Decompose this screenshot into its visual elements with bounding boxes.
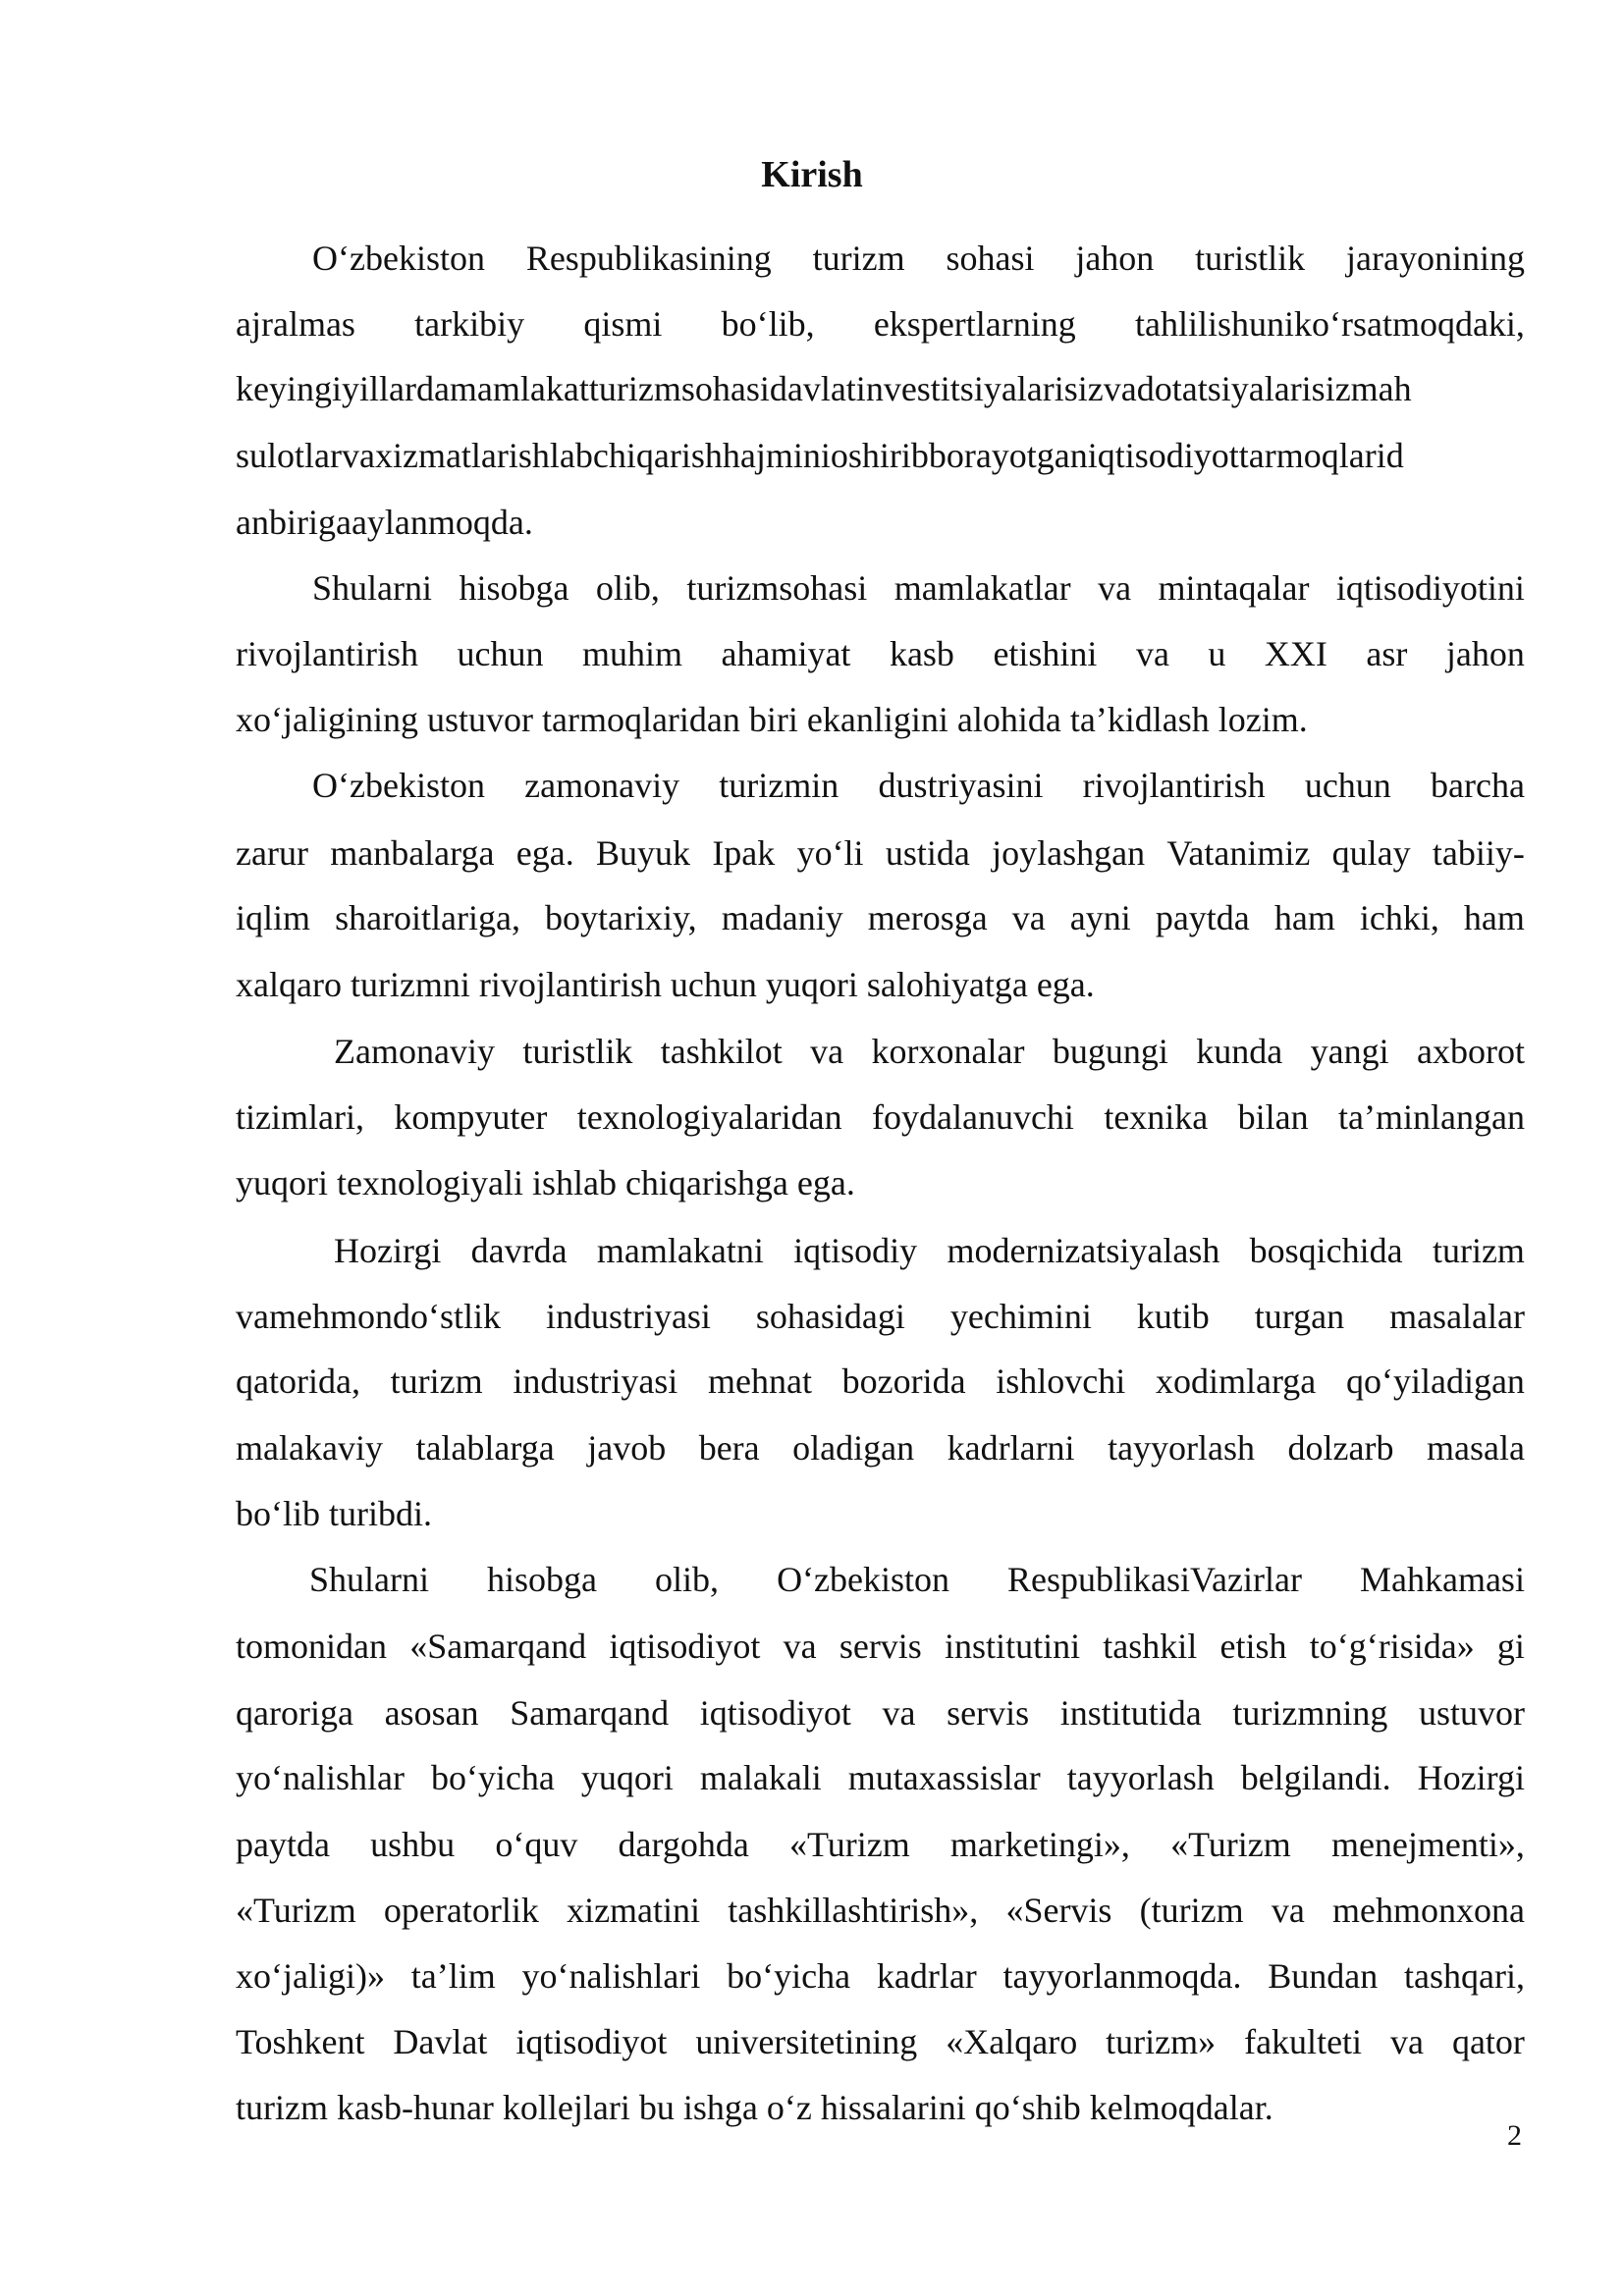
text-line: yo‘nalishlar bo‘yicha yuqori malakali mutaxassislar tayyorlash belgilandi. Hozirgi	[236, 1758, 1525, 1797]
text-line: Zamonaviy turistlik tashkilot va korxonalar bugungi kunda yangi axborot	[334, 1032, 1525, 1071]
text-line: tizimlari, kompyuter texnologiyalaridan foydalanuvchi texnika bilan ta’minlangan	[236, 1097, 1525, 1137]
text-line: rivojlantirish uchun muhim ahamiyat kasb etishini va u XXI asr jahon	[236, 634, 1525, 673]
page-title: Kirish	[761, 154, 863, 195]
text-line: «Turizm operatorlik xizmatini tashkillashtirish», «Servis (turizm va mehmonxona	[236, 1891, 1525, 1930]
text-line: malakaviy talablarga javob bera oladigan kadrlarni tayyorlash dolzarb masala	[236, 1428, 1525, 1468]
text-line: qaroriga asosan Samarqand iqtisodiyot va servis institutida turizmning ustuvor	[236, 1693, 1525, 1733]
text-line: Toshkent Davlat iqtisodiyot universitetining «Xalqaro turizm» fakulteti va qator	[236, 2022, 1525, 2061]
text-line: sulotlarvaxizmatlarishlabchiqarishhajminioshiribborayotganiqtisodiyottarmoqlarid	[236, 436, 1404, 475]
text-line: yuqori texnologiyali ishlab chiqarishga ega.	[236, 1163, 855, 1202]
text-line: O‘zbekiston zamonaviy turizmin dustriyasini rivojlantirish uchun barcha	[312, 766, 1525, 805]
text-line: Shularni hisobga olib, turizmsohasi mamlakatlar va mintaqalar iqtisodiyotini	[312, 568, 1525, 608]
text-line: iqlim sharoitlariga, boytarixiy, madaniy merosga va ayni paytda ham ichki, ham	[236, 898, 1525, 937]
text-line: xo‘jaligi)» ta’lim yo‘nalishlari bo‘yicha kadrlar tayyorlanmoqda. Bundan tashqari,	[236, 1956, 1525, 1996]
text-line: bo‘lib turibdi.	[236, 1494, 432, 1533]
text-line: vamehmondo‘stlik industriyasi sohasidagi yechimini kutib turgan masalalar	[236, 1297, 1525, 1336]
page-number: 2	[1507, 2119, 1522, 2152]
text-line: anbirigaaylanmoqda.	[236, 503, 533, 542]
text-line: Shularni hisobga olib, O‘zbekiston RespublikasiVazirlar Mahkamasi	[309, 1560, 1525, 1599]
text-line: Hozirgi davrda mamlakatni iqtisodiy modernizatsiyalash bosqichida turizm	[334, 1231, 1525, 1270]
text-line: xalqaro turizmni rivojlantirish uchun yuqori salohiyatga ega.	[236, 965, 1095, 1004]
text-line: zarur manbalarga ega. Buyuk Ipak yo‘li ustida joylashgan Vatanimiz qulay tabiiy-	[236, 833, 1525, 873]
text-line: keyingiyillardamamlakatturizmsohasidavlatinvestitsiyalarisizvadotatsiyalarisizmah	[236, 369, 1412, 408]
text-line: turizm kasb-hunar kollejlari bu ishga o‘z hissalarini qo‘shib kelmoqdalar.	[236, 2088, 1273, 2127]
text-line: O‘zbekiston Respublikasining turizm sohasi jahon turistlik jarayonining	[312, 239, 1525, 278]
text-line: xo‘jaligining ustuvor tarmoqlaridan biri ekanligini alohida ta’kidlash lozim.	[236, 700, 1308, 739]
text-line: ajralmas tarkibiy qismi bo‘lib, ekspertlarning tahlilishuniko‘rsatmoqdaki,	[236, 304, 1525, 344]
text-line: qatorida, turizm industriyasi mehnat bozorida ishlovchi xodimlarga qo‘yiladigan	[236, 1362, 1525, 1401]
text-line: paytda ushbu o‘quv dargohda «Turizm marketingi», «Turizm menejmenti»,	[236, 1825, 1525, 1864]
text-line: tomonidan «Samarqand iqtisodiyot va servis institutini tashkil etish to‘g‘risida» gi	[236, 1627, 1525, 1666]
